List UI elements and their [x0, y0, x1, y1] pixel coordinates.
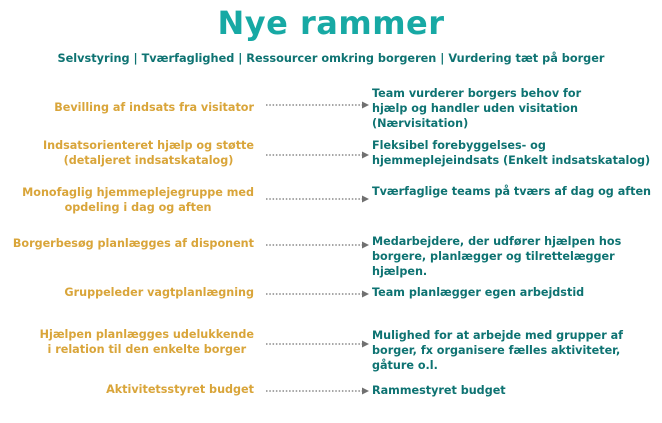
new-framework-label [372, 328, 623, 373]
current-practice-line: i relation til den enkelte borger [47, 343, 247, 356]
subtitle: Selvstyring | Tværfaglighed | Ressourcer omkring borgeren | Vurdering tæt på borger [57, 52, 605, 65]
new-framework-line: borgere, planlægger og tilrettelægger [372, 250, 615, 263]
current-practice-label [13, 236, 254, 251]
current-practice-line: Indsatsorienteret hjælp og støtte [42, 139, 254, 152]
new-framework-line: gåture o.l. [372, 359, 438, 372]
current-practice-line: (detaljeret indsatskatalog) [63, 154, 234, 167]
new-framework-line: hjælp og handler uden visitation [372, 102, 578, 115]
current-practice-line: Aktivitetsstyret budget [106, 383, 254, 396]
dotted-arrow-icon [266, 150, 370, 160]
current-practice-label [40, 327, 254, 357]
dotted-arrow-icon [266, 240, 370, 250]
new-framework-label [372, 234, 621, 279]
new-framework-label [372, 285, 584, 300]
current-practice-label [22, 185, 254, 215]
current-practice-label [64, 285, 254, 300]
new-framework-line: hjælpen. [372, 265, 428, 278]
new-framework-line: hjemmeplejeindsats (Enkelt indsatskatalog) [372, 154, 651, 167]
page-title: Nye rammer [217, 4, 445, 42]
new-framework-line: Tværfaglige teams på tværs af dag og aften [372, 185, 652, 198]
new-framework-line: Medarbejdere, der udfører hjælpen hos [372, 235, 622, 248]
new-framework-label [372, 383, 506, 398]
new-framework-line: Fleksibel forebyggelses- og [372, 139, 546, 152]
new-framework-label [372, 138, 650, 168]
new-framework-label [372, 86, 581, 131]
current-practice-label [106, 382, 254, 397]
current-practice-line: Gruppeleder vagtplanlægning [64, 286, 254, 299]
new-framework-line: Team planlægger egen arbejdstid [372, 286, 585, 299]
dotted-arrow-icon [266, 289, 370, 299]
new-framework-line: Team vurderer borgers behov for [372, 87, 582, 100]
current-practice-line: Monofaglig hjemmeplejegruppe med [22, 186, 254, 199]
new-framework-line: borger, fx organisere fælles aktiviteter, [372, 344, 621, 357]
dotted-arrow-icon [266, 194, 370, 204]
dotted-arrow-icon [266, 386, 370, 396]
current-practice-line: Borgerbesøg planlægges af disponent [12, 237, 254, 250]
current-practice-line: opdeling i dag og aften [64, 201, 212, 214]
new-framework-line: (Nærvisitation) [372, 117, 469, 130]
current-practice-line: Hjælpen planlægges udelukkende [39, 328, 254, 341]
current-practice-line: Bevilling af indsats fra visitator [54, 101, 254, 114]
new-framework-line: Rammestyret budget [372, 384, 506, 397]
current-practice-label [54, 100, 254, 115]
new-framework-label [372, 184, 651, 199]
new-framework-line: Mulighed for at arbejde med grupper af [372, 329, 624, 342]
current-practice-label [43, 138, 254, 168]
dotted-arrow-icon [266, 100, 370, 110]
dotted-arrow-icon [266, 339, 370, 349]
